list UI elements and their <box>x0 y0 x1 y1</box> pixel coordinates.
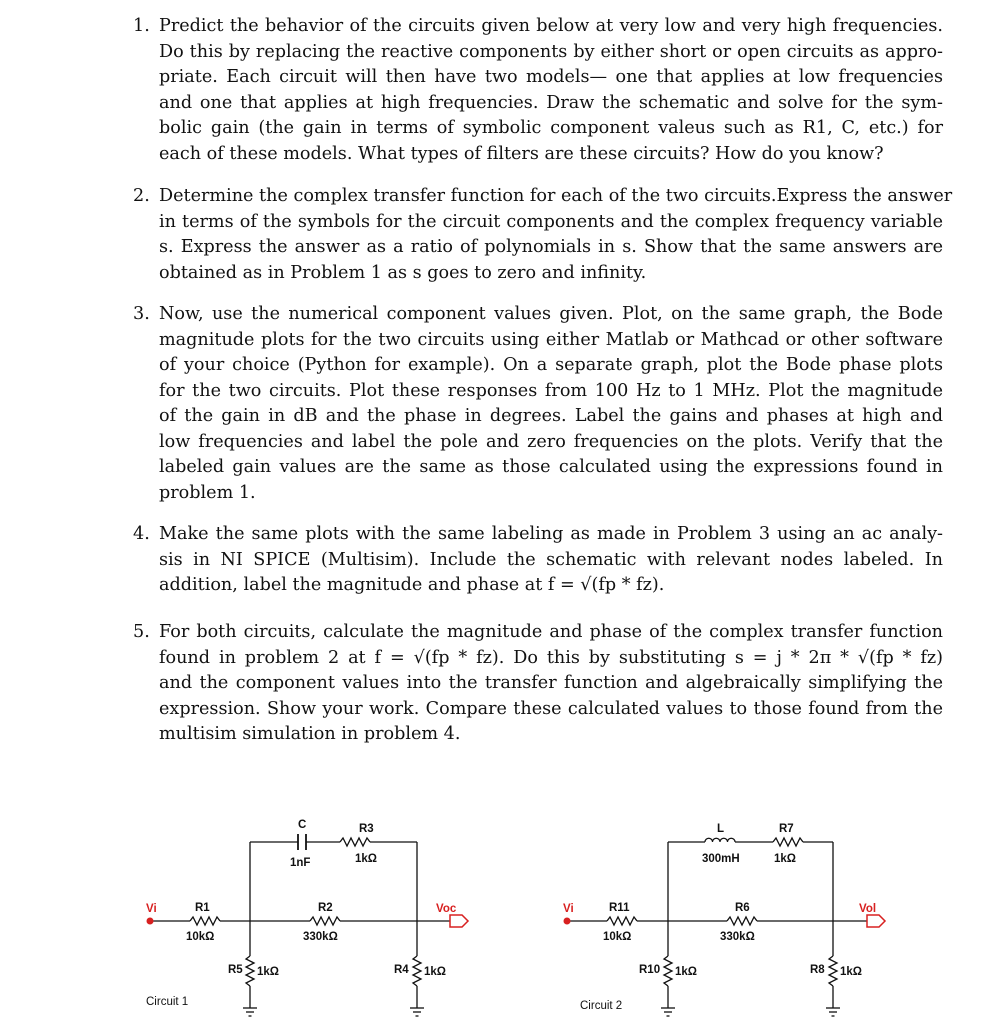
problem-line: problem 1. <box>159 482 256 503</box>
r10-name: R10 <box>639 964 661 976</box>
resistor-r2-icon <box>310 917 340 925</box>
r1-name: R1 <box>195 902 210 914</box>
r2-name: R2 <box>318 902 333 914</box>
r4-value: 1kΩ <box>424 966 447 978</box>
circuit-1-caption: Circuit 1 <box>146 996 189 1008</box>
problem-line: expression. Show your work. Compare these calculated values to those found from the <box>159 698 943 719</box>
r8-value: 1kΩ <box>840 966 863 978</box>
r11-name: R11 <box>609 902 630 914</box>
problem-line: Predict the behavior of the circuits given below at very low and very high frequencies. <box>159 16 943 36</box>
ground-icon <box>410 1008 424 1016</box>
node-voc-label: Voc <box>436 903 457 915</box>
r5-name: R5 <box>228 964 243 976</box>
resistor-r7-icon <box>773 838 803 846</box>
input-node-dot-icon <box>147 918 154 925</box>
problem-line: each of these models. What types of filters are these circuits? How do you know? <box>159 143 884 164</box>
problem-number: 4. <box>133 524 150 544</box>
problem-line: magnitude plots for the two circuits using either Matlab or Mathcad or other software <box>159 329 943 350</box>
r11-value: 10kΩ <box>603 931 632 943</box>
input-node-dot-icon <box>564 918 571 925</box>
l-value: 300mH <box>702 853 740 865</box>
problem-number: 2. <box>133 186 150 206</box>
resistor-r6-icon <box>727 917 757 925</box>
problem-line: in terms of the symbols for the circuit components and the complex frequency variable <box>159 211 943 232</box>
r3-name: R3 <box>359 823 374 835</box>
r8-name: R8 <box>810 964 825 976</box>
node-vi-label: Vi <box>563 903 574 915</box>
ground-icon <box>661 1008 675 1016</box>
r10-value: 1kΩ <box>675 966 698 978</box>
inductor-icon <box>705 838 735 842</box>
problem-line: Do this by replacing the reactive components by either short or open circuits as appro- <box>159 41 943 62</box>
problem-line: obtained as in Problem 1 as s goes to zero and infinity. <box>159 262 647 283</box>
problem-line: addition, label the magnitude and phase at f = √(fp * fz). <box>159 575 665 595</box>
problem-line: and the component values into the transfer function and algebraically simplifying the <box>159 673 943 693</box>
c-name: C <box>298 819 307 831</box>
problem-line: for the two circuits. Plot these responses from 100 Hz to 1 MHz. Plot the magnitude <box>159 380 943 401</box>
r1-value: 10kΩ <box>186 931 215 943</box>
problem-number: 5. <box>133 622 150 642</box>
problem-line: Make the same plots with the same labeling as made in Problem 3 using an ac analy- <box>159 524 943 544</box>
l-name: L <box>717 823 725 835</box>
problem-line: multisim simulation in problem 4. <box>159 724 461 744</box>
problem-line: of your choice (Python for example). On a separate graph, plot the Bode phase plots <box>159 355 943 375</box>
problem-line: Now, use the numerical component values given. Plot, on the same graph, the Bode <box>159 304 943 324</box>
r3-value: 1kΩ <box>355 853 378 865</box>
r7-name: R7 <box>779 823 794 835</box>
resistor-r10-icon <box>664 956 672 986</box>
r5-value: 1kΩ <box>257 966 280 978</box>
resistor-r4-icon <box>413 956 421 986</box>
problem-line: and one that applies at high frequencies. Draw the schematic and solve for the sym- <box>159 92 943 113</box>
problem-number: 1. <box>133 16 150 36</box>
r4-name: R4 <box>394 964 409 976</box>
problem-line: found in problem 2 at f = √(fp * fz). Do this by substituting s = j * 2π * √(fp * fz) <box>159 647 943 668</box>
r2-value: 330kΩ <box>303 931 338 943</box>
output-arrow-icon <box>867 915 885 927</box>
problem-line: priate. Each circuit will then have two models— one that applies at low frequencies <box>159 67 943 87</box>
problem-line: s. Express the answer as a ratio of polynomials in s. Show that the same answers are <box>159 237 943 257</box>
ground-icon <box>826 1008 840 1016</box>
capacitor-icon <box>298 834 306 850</box>
problem-line: low frequencies and label the pole and zero frequencies on the plots. Verify that the <box>159 431 943 452</box>
output-arrow-icon <box>450 915 468 927</box>
problem-line: of the gain in dB and the phase in degrees. Label the gains and phases at high and <box>159 406 943 426</box>
c-value: 1nF <box>290 857 311 869</box>
problem-line: labeled gain values are the same as those calculated using the expressions found in <box>159 457 943 477</box>
ground-icon <box>243 1008 257 1016</box>
problem-line: sis in NI SPICE (Multisim). Include the schematic with relevant nodes labeled. In <box>159 549 943 570</box>
problem-line: Determine the complex transfer function for each of the two circuits.Express the answer <box>159 186 953 206</box>
resistor-r3-icon <box>340 838 370 846</box>
circuit-2-wires <box>567 842 867 1008</box>
resistor-r8-icon <box>829 956 837 986</box>
circuit-2-caption: Circuit 2 <box>580 1000 623 1012</box>
resistor-r1-icon <box>190 917 220 925</box>
r6-value: 330kΩ <box>720 931 755 943</box>
resistor-r11-icon <box>607 917 637 925</box>
problem-number: 3. <box>133 304 150 324</box>
node-vi-label: Vi <box>146 903 157 915</box>
problem-line: For both circuits, calculate the magnitude and phase of the complex transfer function <box>159 622 943 642</box>
r7-value: 1kΩ <box>774 853 797 865</box>
resistor-r5-icon <box>246 956 254 986</box>
r6-name: R6 <box>735 902 750 914</box>
problem-line: bolic gain (the gain in terms of symbolic component valeus such as R1, C, etc.) for <box>159 118 943 138</box>
node-vol-label: Vol <box>859 903 877 915</box>
